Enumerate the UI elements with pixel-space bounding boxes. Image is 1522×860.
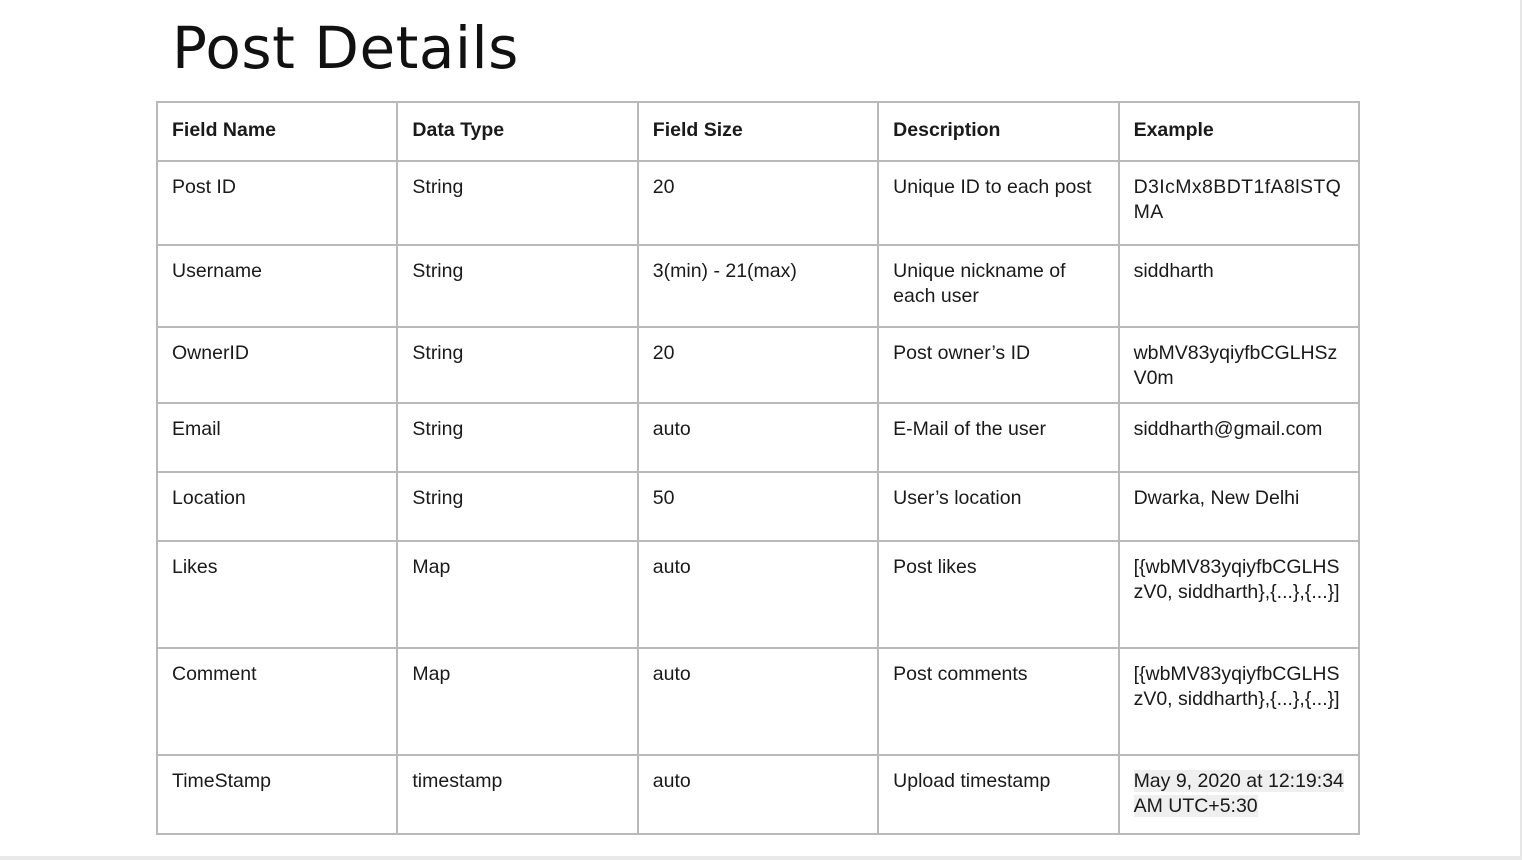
cell-description: Upload timestamp (878, 755, 1118, 834)
cell-field-name: TimeStamp (157, 755, 397, 834)
cell-field-name: Comment (157, 648, 397, 755)
cell-description: User’s location (878, 472, 1118, 541)
cell-description: Post likes (878, 541, 1118, 648)
cell-example: wbMV83yqiyfbCGLHSzV0m (1119, 327, 1359, 403)
cell-example: Dwarka, New Delhi (1119, 472, 1359, 541)
cell-data-type: Map (397, 541, 637, 648)
table-row (157, 541, 1359, 648)
table-row (157, 403, 1359, 472)
header-description: Description (878, 102, 1118, 161)
page-title: Post Details (172, 14, 519, 82)
cell-data-type: String (397, 403, 637, 472)
table-row (157, 161, 1359, 245)
cell-data-type: String (397, 327, 637, 403)
cell-example: D3IcMx8BDT1fA8lSTQMA (1119, 161, 1359, 245)
table-row (157, 755, 1359, 834)
cell-data-type: String (397, 472, 637, 541)
cell-example: [{wbMV83yqiyfbCGLHSzV0, siddharth},{...},{...}] (1119, 648, 1359, 755)
header-field-name: Field Name (157, 102, 397, 161)
cell-data-type: String (397, 161, 637, 245)
post-details-table (156, 101, 1360, 835)
cell-data-type: String (397, 245, 637, 327)
cell-description: Unique nickname of each user (878, 245, 1118, 327)
table-row (157, 472, 1359, 541)
timestamp-highlight: May 9, 2020 at 12:19:34 AM UTC+5:30 (1133, 770, 1344, 817)
cell-example: siddharth (1119, 245, 1359, 327)
cell-field-name: Location (157, 472, 397, 541)
cell-description: Unique ID to each post (878, 161, 1118, 245)
cell-field-size: 3(min) - 21(max) (638, 245, 878, 327)
cell-field-size: 20 (638, 161, 878, 245)
cell-example (1119, 755, 1359, 834)
cell-field-size: auto (638, 403, 878, 472)
header-example: Example (1119, 102, 1359, 161)
cell-data-type: Map (397, 648, 637, 755)
cell-example: [{wbMV83yqiyfbCGLHSzV0, siddharth},{...},{...}] (1119, 541, 1359, 648)
cell-field-name: Username (157, 245, 397, 327)
table-row (157, 648, 1359, 755)
cell-field-name: Post ID (157, 161, 397, 245)
cell-example: siddharth@gmail.com (1119, 403, 1359, 472)
page-bottom-edge (0, 856, 1522, 860)
cell-field-name: Email (157, 403, 397, 472)
table-row (157, 245, 1359, 327)
table-header-row (157, 102, 1359, 161)
cell-description: E-Mail of the user (878, 403, 1118, 472)
cell-field-name: OwnerID (157, 327, 397, 403)
cell-field-size: auto (638, 755, 878, 834)
cell-field-size: 20 (638, 327, 878, 403)
cell-field-size: auto (638, 541, 878, 648)
cell-field-size: auto (638, 648, 878, 755)
cell-field-size: 50 (638, 472, 878, 541)
table-row (157, 327, 1359, 403)
cell-description: Post owner’s ID (878, 327, 1118, 403)
cell-description: Post comments (878, 648, 1118, 755)
header-field-size: Field Size (638, 102, 878, 161)
cell-field-name: Likes (157, 541, 397, 648)
header-data-type: Data Type (397, 102, 637, 161)
cell-data-type: timestamp (397, 755, 637, 834)
